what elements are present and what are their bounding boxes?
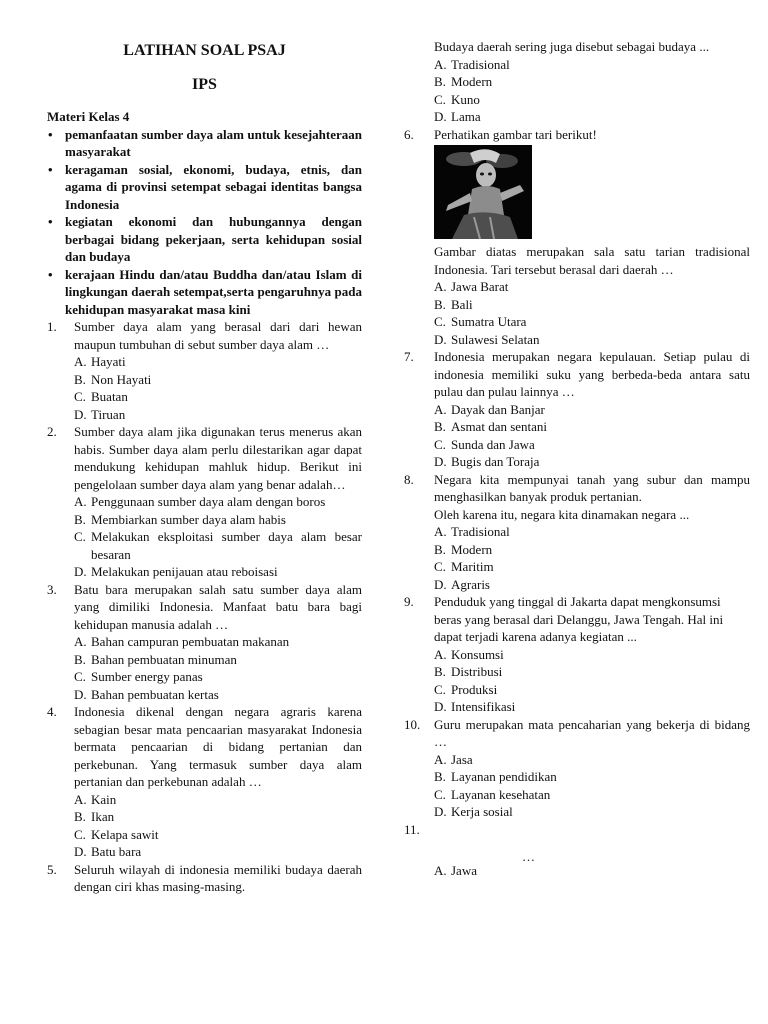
question-number: 1. xyxy=(47,319,57,334)
option-text: Intensifikasi xyxy=(451,699,516,714)
option-text: Tradisional xyxy=(451,524,510,539)
option-text: Penggunaan sumber daya alam dengan boros xyxy=(91,494,326,509)
option-list xyxy=(434,751,750,821)
option-letter: B. xyxy=(74,511,86,527)
option-letter: A. xyxy=(434,56,447,72)
question-text: Batu bara merupakan salah satu sumber daya alam yang dimiliki Indonesia. Manfaat batu bara bagi kehidupan manusia adalah … xyxy=(74,581,362,632)
option-c xyxy=(74,826,362,844)
question-text: Negara kita mempunyai tanah yang subur dan mampu menghasilkan banyak produk pertanian. xyxy=(434,471,750,504)
option-letter: D. xyxy=(434,699,447,714)
option-a xyxy=(434,751,750,769)
option-text: Bugis dan Toraja xyxy=(451,454,540,469)
question-5-continued xyxy=(404,38,750,126)
option-text: Batu bara xyxy=(91,844,142,859)
option-d xyxy=(434,698,750,716)
option-text: Dayak dan Banjar xyxy=(451,401,545,417)
option-letter: D. xyxy=(434,109,447,124)
option-text: Membiarkan sumber daya alam habis xyxy=(91,511,286,527)
question-number: 4. xyxy=(47,704,57,719)
option-letter: B. xyxy=(434,541,446,557)
question-1 xyxy=(47,318,362,423)
option-b xyxy=(434,418,750,436)
option-d xyxy=(434,576,750,594)
option-d xyxy=(434,453,750,471)
question-8 xyxy=(404,471,750,594)
question-number: 9. xyxy=(404,594,414,609)
option-letter: D. xyxy=(434,454,447,469)
option-d xyxy=(74,843,362,861)
option-letter: D. xyxy=(74,686,87,702)
question-text: Perhatikan gambar tari berikut! xyxy=(434,126,597,142)
materi-item: • pemanfaatan sumber daya alam untuk kesejahteraan masyarakat xyxy=(47,126,362,161)
option-list xyxy=(74,493,362,581)
option-letter: B. xyxy=(74,371,86,387)
option-c xyxy=(434,91,750,109)
subject-title: IPS xyxy=(192,76,217,93)
option-letter: B. xyxy=(434,419,446,434)
option-d xyxy=(434,803,750,821)
option-c xyxy=(434,558,750,576)
question-text xyxy=(434,821,750,839)
option-text: Kerja sosial xyxy=(451,804,513,819)
option-c xyxy=(434,786,750,804)
option-letter: C. xyxy=(74,826,86,842)
option-list xyxy=(434,278,750,348)
option-d xyxy=(74,563,362,581)
option-text: Ikan xyxy=(91,809,115,824)
option-b xyxy=(434,663,750,681)
question-number: 3. xyxy=(47,581,57,597)
question-text: Indonesia merupakan negara kepulauan. Setiap pulau di indonesia memiliki suku yang berbeda-beda antara satu pulau dan pulau lainnya … xyxy=(434,349,750,399)
option-a xyxy=(434,401,750,419)
option-text: Modern xyxy=(451,541,493,557)
option-text: Tiruan xyxy=(91,406,126,422)
option-text: Layanan kesehatan xyxy=(451,786,551,802)
option-letter: C. xyxy=(434,786,446,802)
option-text: Sumber energy panas xyxy=(91,669,203,684)
question-text: Budaya daerah sering juga disebut sebagai budaya ... xyxy=(434,39,710,54)
option-a xyxy=(74,633,362,651)
option-list xyxy=(434,523,750,593)
option-letter: B. xyxy=(74,809,86,824)
option-letter: C. xyxy=(434,559,446,574)
question-10 xyxy=(404,716,750,821)
option-letter: B. xyxy=(74,651,86,667)
option-list xyxy=(434,56,750,126)
option-c xyxy=(434,313,750,331)
question-number: 11. xyxy=(404,821,420,837)
option-text: Distribusi xyxy=(451,664,503,679)
materi-item: • keragaman sosial, ekonomi, budaya, etnis, dan agama di provinsi setempat sebagai identitas bangsa Indonesia xyxy=(47,161,362,214)
option-list xyxy=(74,791,362,861)
option-b xyxy=(434,296,750,314)
question-number: 2. xyxy=(47,424,57,439)
option-text: Melakukan penijauan atau reboisasi xyxy=(91,564,278,579)
option-letter: A. xyxy=(74,634,87,649)
option-d xyxy=(74,406,362,424)
option-b xyxy=(74,651,362,669)
option-letter: A. xyxy=(434,751,447,767)
option-text: Layanan pendidikan xyxy=(451,769,557,784)
option-text: Kelapa sawit xyxy=(91,826,159,842)
option-text: Sulawesi Selatan xyxy=(451,331,540,347)
option-b xyxy=(434,73,750,91)
question-11 xyxy=(404,821,750,880)
question-text: Guru merupakan mata pencaharian yang bekerja di bidang … xyxy=(434,716,750,749)
option-letter: C. xyxy=(434,436,446,452)
question-text: Sumber daya alam jika digunakan terus menerus akan habis. Sumber daya alam perlu dilestarikan agar dapat mendukung kehidupan mahluk hidup. Berikut ini pengelolaan sumber daya alam yang benar adalah… xyxy=(74,424,362,492)
option-text: Melakukan eksploitasi sumber daya alam besar besaran xyxy=(91,529,362,562)
question-5 xyxy=(47,861,362,896)
option-letter: C. xyxy=(434,681,446,697)
question-9 xyxy=(404,593,750,716)
option-text: Hayati xyxy=(91,354,126,369)
option-b xyxy=(434,768,750,786)
option-letter: A. xyxy=(434,401,447,417)
question-number: 5. xyxy=(47,861,57,877)
option-text: Asmat dan sentani xyxy=(451,419,548,434)
option-list xyxy=(74,633,362,703)
option-a xyxy=(74,791,362,809)
left-column xyxy=(47,0,362,896)
question-3 xyxy=(47,581,362,704)
question-text: Sumber daya alam yang berasal dari dari hewan maupun tumbuhan di sebut sumber daya alam … xyxy=(74,319,362,352)
option-b xyxy=(74,808,362,826)
question-number: 10. xyxy=(404,716,421,732)
option-a xyxy=(434,56,750,74)
option-letter: C. xyxy=(434,91,446,107)
option-a xyxy=(74,493,362,511)
option-list xyxy=(434,646,750,716)
question-text-2: Gambar diatas merupakan sala satu tarian tradisional Indonesia. Tari tersebut berasal dari daerah … xyxy=(434,244,750,277)
option-letter: A. xyxy=(74,354,87,369)
option-text: Sumatra Utara xyxy=(451,314,527,329)
option-text: Buatan xyxy=(91,389,128,404)
option-c xyxy=(74,528,362,563)
option-letter: A. xyxy=(434,279,447,294)
question-2 xyxy=(47,423,362,581)
option-letter: A. xyxy=(434,646,447,662)
question-text: Seluruh wilayah di indonesia memiliki budaya daerah dengan ciri khas masing-masing. xyxy=(74,861,362,894)
option-text: Bahan pembuatan kertas xyxy=(91,686,219,702)
option-list xyxy=(434,401,750,471)
option-d xyxy=(434,331,750,349)
option-list xyxy=(74,353,362,423)
option-letter: A. xyxy=(434,524,447,539)
option-letter: B. xyxy=(434,769,446,784)
option-b xyxy=(74,371,362,389)
option-letter: C. xyxy=(74,669,86,684)
option-text: Jasa xyxy=(451,751,473,767)
option-text: Produksi xyxy=(451,681,498,697)
question-number: 6. xyxy=(404,126,414,142)
question-text: Penduduk yang tinggal di Jakarta dapat mengkonsumsi beras yang berasal dari Delanggu, Jawa Tengah. Hal ini dapat terjadi karena adanya kegiatan ... xyxy=(434,594,724,644)
option-text: Sunda dan Jawa xyxy=(451,436,535,452)
option-text: Maritim xyxy=(451,559,494,574)
option-letter: C. xyxy=(74,529,86,544)
option-text: Agraris xyxy=(451,576,490,592)
option-letter: D. xyxy=(74,844,87,859)
option-letter: D. xyxy=(74,564,87,579)
option-text: Bahan campuran pembuatan makanan xyxy=(91,634,290,649)
option-text: Bali xyxy=(451,296,473,312)
option-text: Lama xyxy=(451,109,481,124)
dance-photo xyxy=(434,145,532,239)
materi-item: • kegiatan ekonomi dan hubungannya dengan berbagai bidang pekerjaan, serta kehidupan sosial dan budaya xyxy=(47,213,362,266)
option-a xyxy=(434,862,750,880)
document-title: LATIHAN SOAL PSAJ xyxy=(123,42,286,59)
option-a xyxy=(434,646,750,664)
option-list xyxy=(434,862,750,880)
question-7 xyxy=(404,348,750,471)
option-text: Non Hayati xyxy=(91,371,152,387)
option-b xyxy=(74,511,362,529)
option-b xyxy=(434,541,750,559)
option-letter: D. xyxy=(74,406,87,422)
question-6 xyxy=(404,126,750,349)
materi-list xyxy=(47,126,362,319)
option-text: Jawa Barat xyxy=(451,279,509,294)
question-number: 8. xyxy=(404,471,414,487)
option-letter: D. xyxy=(434,804,447,819)
option-a xyxy=(434,278,750,296)
question-text: Indonesia dikenal dengan negara agraris karena sebagian besar mata pencaarian masyarakat Indonesia bermata pencaarian di bidang pertanian dan perkebunan. Yang termasuk sumber daya alam pertanian dan perkebunan adalah … xyxy=(74,704,362,789)
option-letter: C. xyxy=(74,389,86,404)
question-4 xyxy=(47,703,362,861)
right-column xyxy=(404,38,750,880)
option-c xyxy=(74,388,362,406)
option-a xyxy=(434,523,750,541)
option-letter: A. xyxy=(74,791,87,807)
option-c xyxy=(74,668,362,686)
option-text: Kain xyxy=(91,791,117,807)
option-letter: D. xyxy=(434,576,447,592)
option-c xyxy=(434,436,750,454)
question-text-2: Oleh karena itu, negara kita dinamakan negara ... xyxy=(434,506,690,522)
option-text: Kuno xyxy=(451,91,480,107)
option-a xyxy=(74,353,362,371)
option-d xyxy=(434,108,750,126)
option-text: Tradisional xyxy=(451,56,510,72)
option-text: Modern xyxy=(451,74,493,89)
option-letter: B. xyxy=(434,74,446,89)
materi-heading: Materi Kelas 4 xyxy=(47,109,130,124)
question-number: 7. xyxy=(404,349,414,364)
option-text: Jawa xyxy=(451,863,477,878)
option-c xyxy=(434,681,750,699)
option-letter: D. xyxy=(434,331,447,347)
question-ellipsis: … xyxy=(522,849,535,864)
materi-item: • kerajaan Hindu dan/atau Buddha dan/atau Islam di lingkungan daerah setempat,serta pengaruhnya pada kehidupan masyarakat masa kini xyxy=(47,266,362,319)
option-letter: A. xyxy=(434,863,447,878)
option-text: Bahan pembuatan minuman xyxy=(91,651,237,667)
option-letter: A. xyxy=(74,494,87,509)
option-text: Konsumsi xyxy=(451,646,504,662)
option-letter: B. xyxy=(434,296,446,312)
option-letter: C. xyxy=(434,314,446,329)
option-d xyxy=(74,686,362,704)
option-letter: B. xyxy=(434,664,446,679)
